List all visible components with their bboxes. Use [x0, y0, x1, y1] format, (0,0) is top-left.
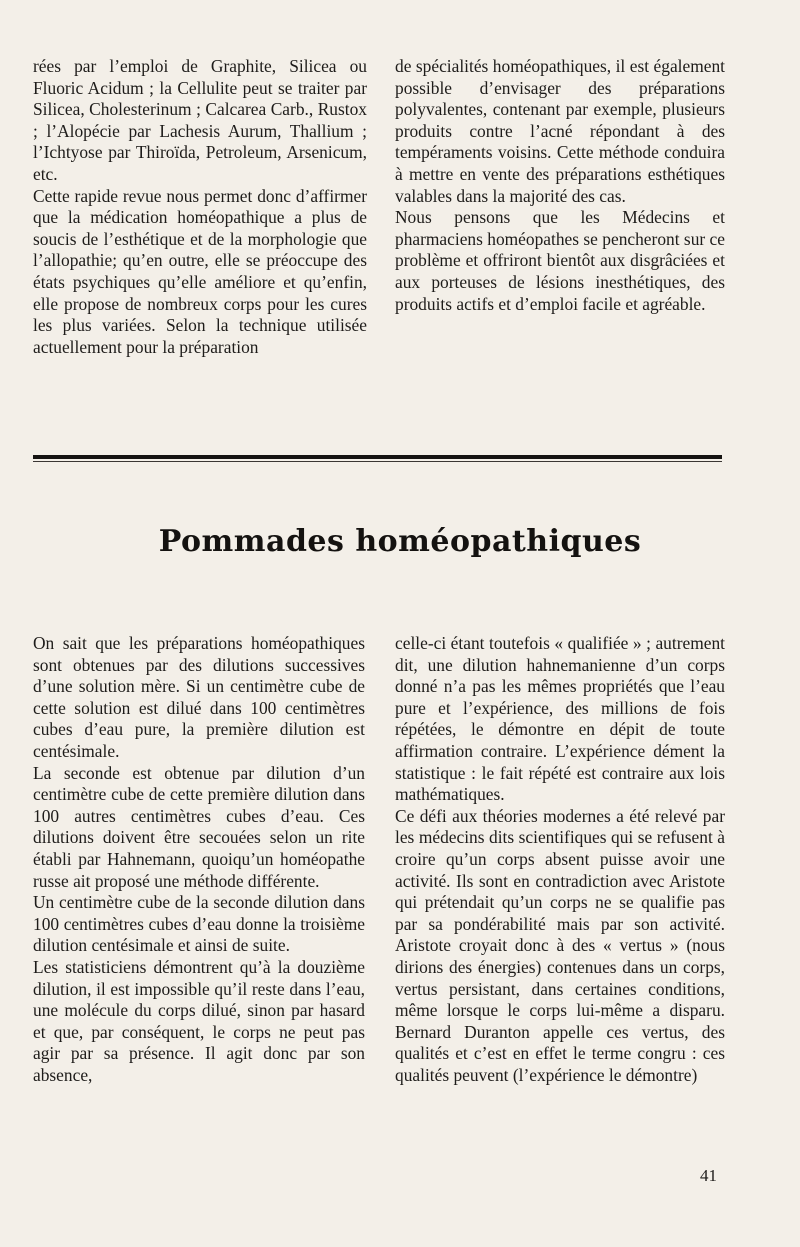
section-divider-thin: [33, 461, 722, 462]
paragraph: rées par l’emploi de Graphite, Silicea ou Fluoric Acidum ; la Cellulite peut se traiter par Silicea, Cholesterinum ; Calcarea Carb., Rustox ; l’Alopécie par Lachesis Aurum, Thallium ; l’Ichtyose par Thiroïda, Petroleum, Arsenicum, etc.: [33, 56, 367, 184]
paragraph: Un centimètre cube de la seconde dilution dans 100 centimètres cubes d’eau donne la troisième dilution centésimale et ainsi de suite.: [33, 892, 365, 956]
paragraph: celle-ci étant toutefois « qualifiée » ; autrement dit, une dilution hahnemanienne d’un corps donné n’a pas les mêmes propriétés que l’eau pure et l’expérience, des millions de fois répétées, le démontre en dépit de toute affirmation contraire. L’expérience dément la statistique : le fait répété est contraire aux lois mathématiques.: [395, 633, 725, 805]
section-divider: [33, 455, 722, 459]
paragraph: de spécialités homéopathiques, il est également possible d’envisager des préparations polyvalentes, contenant par exemple, plusieurs produits contre l’acné répondant à des tempéraments voisins. Cette méthode conduira à mettre en vente des préparations esthétiques valables dans la majorité des cas.: [395, 56, 725, 206]
paragraph: La seconde est obtenue par dilution d’un centimètre cube de cette première dilution dans 100 autres centimètres cubes d’eau. Ces dilutions doivent être secouées selon un rite établi par Hahnemann, quoiqu’un homéopathe russe ait proposé une méthode différente.: [33, 762, 365, 891]
paragraph: Les statisticiens démontrent qu’à la douzième dilution, il est impossible qu’il reste dans l’eau, une molécule du corps dilué, sinon par hasard et que, par conséquent, le corps ne peut pas agir par sa présence. Il agit donc par son absence,: [33, 956, 365, 1085]
page-number: 41: [700, 1166, 717, 1185]
paragraph: Cette rapide revue nous permet donc d’affirmer que la médication homéopathique a plus de soucis de l’esthétique et de la morphologie que l’allopathie; qu’en outre, elle se préoccupe des états psychiques qu’elle améliore et qu’enfin, elle propose de nombreux corps pour les cures les plus variées. Selon la technique utilisée actuellement pour la préparation: [33, 185, 367, 357]
article-right-column: [395, 633, 725, 1086]
paragraph: Nous pensons que les Médecins et pharmaciens homéopathes se pencheront sur ce problème et offriront bientôt aux disgrâciées et aux porteuses de lésions inesthétiques, des produits actifs et d’emploi facile et agréable.: [395, 207, 725, 314]
article-left-column: [33, 633, 365, 1086]
top-right-column: [395, 56, 725, 315]
article-title: Pommades homéopathiques: [158, 524, 642, 559]
top-left-column: [33, 56, 367, 358]
paragraph: On sait que les préparations homéopathiques sont obtenues par des dilutions successives d’une solution mère. Si un centimètre cube de cette solution est dilué dans 100 centimètres cubes d’eau pure, la première dilution est centésimale.: [33, 633, 365, 761]
paragraph: Ce défi aux théories modernes a été relevé par les médecins dits scientifiques qui se refusent à croire qu’un corps absent puisse avoir une activité. Ils sont en contradiction avec Aristote qui prétendait qu’un corps ne se qualifie pas par sa pondérabilité mais par son activité. Aristote croyait donc à des « vertus » (nous dirions des énergies) contenues dans un corps, vertus persistant, dans certaines conditions, même lorsque le corps lui-même a disparu. Bernard Duranton appelle ces vertus, des qualités et c’est en effet le terme congru : ces qualités peuvent (l’expérience le démontre): [395, 805, 725, 1085]
